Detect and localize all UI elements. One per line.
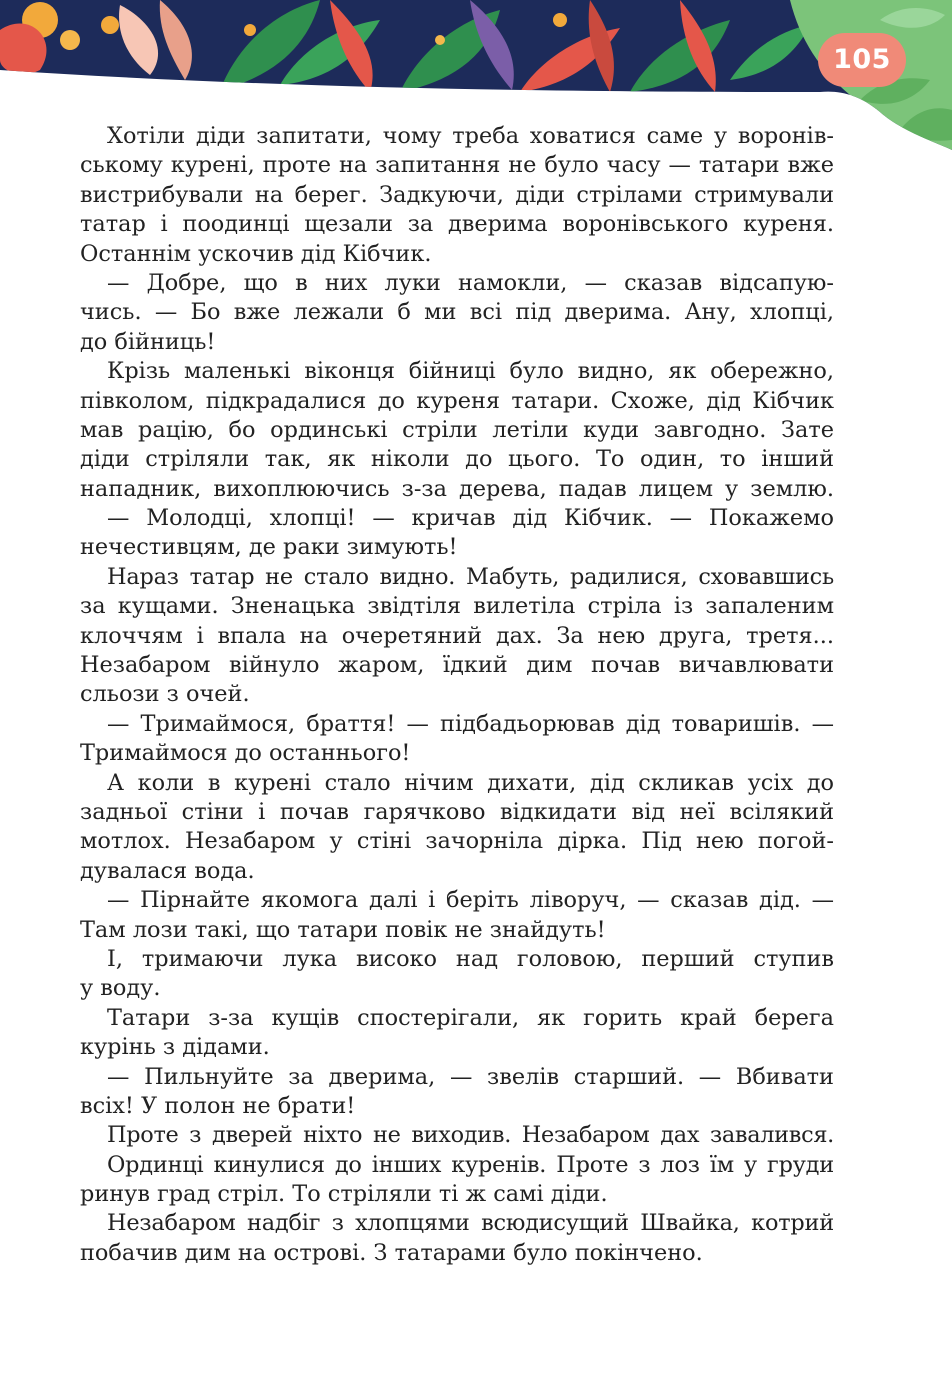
text-line: ринув град стріл. То стріляли ті ж самі діди.	[80, 1181, 608, 1208]
text-line: задньої стіни і почав гарячково відкидати від неї всілякий	[80, 798, 834, 825]
text-line: Тримаймося до останнього!	[80, 740, 411, 767]
text-line: І, тримаючи лука високо над головою, перший ступив	[107, 945, 834, 972]
text-line: А коли в курені стало нічим дихати, дід скликав усіх до	[107, 769, 834, 796]
text-line: нападник, вихоплюючись з-за дерева, падав лицем у землю.	[80, 475, 834, 502]
text-line: клоччям і впала на очеретяний дах. За нею друга, третя...	[80, 622, 834, 649]
text-line: ському курені, проте на запитання не було часу — татари вже	[80, 152, 834, 179]
text-line: Крізь маленькі віконця бійниці було видно, як обережно,	[107, 358, 834, 385]
paragraph	[80, 504, 834, 563]
text-line: вистрибували на берег. Задкуючи, діди стрілами стримували	[80, 181, 834, 208]
paragraph	[80, 769, 834, 887]
paragraph	[80, 1004, 834, 1063]
paragraph	[80, 563, 834, 710]
text-line: у воду.	[80, 975, 161, 1002]
text-line: нечестивцям, де раки зимують!	[80, 534, 458, 561]
text-line: дувалася вода.	[80, 857, 255, 884]
paragraph	[80, 886, 834, 945]
text-line: — Пірнайте якомога далі і беріть ліворуч, — сказав дід. —	[107, 887, 834, 914]
text-line: Татари з-за кущів спостерігали, як горить край берега	[107, 1004, 834, 1031]
paragraph	[80, 269, 834, 357]
page-number-badge: 105	[818, 33, 906, 87]
text-line: Незабаром війнуло жаром, їдкий дим почав вичавлювати	[80, 652, 834, 679]
text-line: — Молодці, хлопці! — кричав дід Кібчик. — Покажемо	[107, 505, 834, 532]
paragraph	[80, 357, 834, 504]
text-line: побачив дим на острові. З татарами було покінчено.	[80, 1239, 703, 1266]
text-line: Ординці кинулися до інших куренів. Проте з лоз їм у груди	[107, 1151, 834, 1178]
text-line: — Тримаймося, браття! — підбадьорював дід товаришів. —	[107, 710, 834, 737]
paragraph	[80, 1209, 834, 1268]
text-line: діди стріляли так, як ніколи до цього. То один, то інший	[80, 446, 834, 473]
text-line: всіх! У полон не брати!	[80, 1092, 356, 1119]
paragraph	[80, 1121, 834, 1150]
text-line: татар і поодинці щезали за дверима воронівського куреня.	[80, 211, 834, 238]
text-line: півколом, підкрадалися до куреня татари. Схоже, дід Кібчик	[80, 387, 834, 414]
story-text	[80, 122, 834, 1268]
text-line: за кущами. Зненацька звідтіля вилетіла стріла із запаленим	[80, 593, 834, 620]
paragraph	[80, 1063, 834, 1122]
text-line: сльози з очей.	[80, 681, 250, 708]
text-line: Останнім ускочив дід Кібчик.	[80, 240, 432, 267]
text-line: курінь з дідами.	[80, 1034, 270, 1061]
text-line: — Пильнуйте за дверима, — звелів старший. — Вбивати	[107, 1063, 834, 1090]
text-line: Там лози такі, що татари повік не знайдуть!	[80, 916, 606, 943]
paragraph	[80, 122, 834, 269]
text-line: до бійниць!	[80, 328, 216, 355]
text-line: Проте з дверей ніхто не виходив. Незабаром дах завалився.	[107, 1122, 834, 1149]
text-line: мав рацію, бо ординські стріли летіли куди завгодно. Зате	[80, 416, 834, 443]
paragraph	[80, 1151, 834, 1210]
text-line: чись. — Бо вже лежали б ми всі під дверима. Ану, хлопці,	[80, 299, 834, 326]
text-line: Хотіли діди запитати, чому треба ховатися саме у воронів-	[107, 123, 834, 149]
text-line: — Добре, що в них луки намокли, — сказав відсапую-	[107, 269, 834, 296]
paragraph	[80, 710, 834, 769]
text-line: Незабаром надбіг з хлопцями всюдисущий Швайка, котрий	[107, 1210, 834, 1237]
text-line: мотлох. Незабаром у стіні зачорніла дірка. Під нею погой-	[80, 828, 834, 855]
paragraph	[80, 945, 834, 1004]
text-line: Нараз татар не стало видно. Мабуть, радилися, сховавшись	[107, 563, 834, 590]
